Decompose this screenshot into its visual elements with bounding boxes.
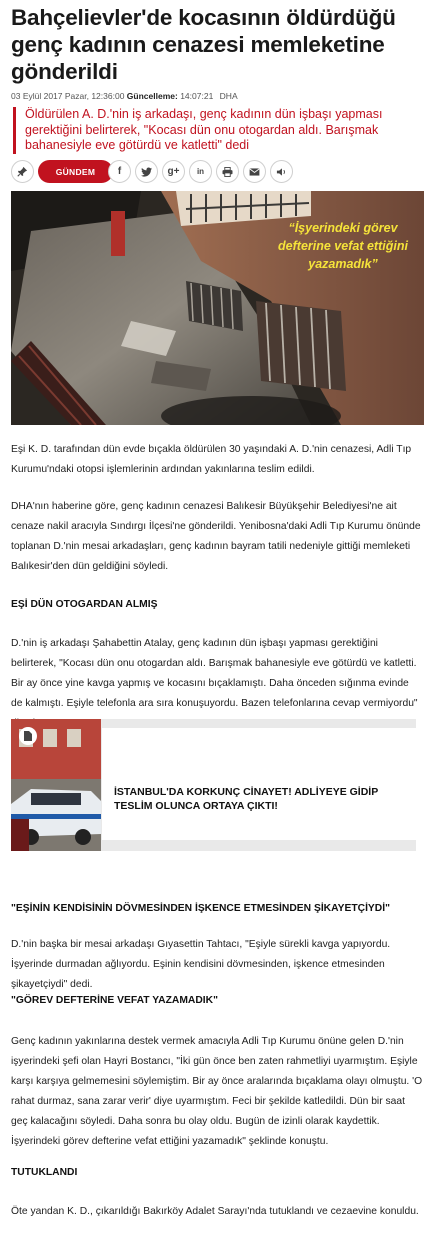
print-icon[interactable] bbox=[216, 160, 239, 183]
article-hero-image bbox=[11, 191, 424, 425]
article-headline: Bahçelievler'de kocasının öldürdüğü genç kadının cenazesi memleketine gönderildi bbox=[11, 5, 396, 84]
category-badge[interactable]: GÜNDEM bbox=[38, 160, 113, 183]
related-news-text-box bbox=[102, 728, 417, 840]
facebook-glyph: f bbox=[117, 166, 122, 177]
subheading: "EŞİNİN KENDİSİNİN DÖVMESİNDEN İŞKENCE ETMESİNDEN ŞİKAYETÇİYDİ" bbox=[11, 903, 390, 914]
updated-label: Güncelleme: bbox=[126, 91, 178, 101]
hero-quote: “İşyerindeki görev defterine vefat ettiğini yazamadık” bbox=[278, 221, 408, 271]
article-meta bbox=[11, 91, 238, 101]
subheading: TUTUKLANDI bbox=[11, 1167, 78, 1178]
linkedin-glyph: in bbox=[196, 167, 205, 176]
linkedin-icon[interactable] bbox=[189, 160, 212, 183]
paragraph: DHA'nın haberine göre, genç kadının cenazesi Balıkesir Büyükşehir Belediyesi'ne ait cenaze nakil aracıyla Sındırgı İlçesi'ne gönderildi. Yenibosna'daki Adli Tıp Kurumu önünde toplanan D.'nin mesai arkadaşları, genç kadının bayram tatili nedeniyle gittiği memleketi Balıkesir'den dün geldiğini söyledi. bbox=[11, 501, 421, 572]
audio-icon[interactable] bbox=[270, 160, 293, 183]
google-plus-icon[interactable] bbox=[162, 160, 185, 183]
publish-date: 03 Eylül 2017 Pazar, 12:36:00 bbox=[11, 91, 125, 101]
google-plus-glyph: g+ bbox=[167, 166, 180, 177]
email-icon[interactable] bbox=[243, 160, 266, 183]
facebook-icon[interactable] bbox=[108, 160, 131, 183]
twitter-icon[interactable] bbox=[135, 160, 158, 183]
related-news-card[interactable] bbox=[11, 719, 416, 851]
subheading: EŞİ DÜN OTOGARDAN ALMIŞ bbox=[11, 599, 158, 610]
related-news-title[interactable]: İSTANBUL'DA KORKUNÇ CİNAYET! ADLİYEYE GİDİP TESLİM OLUNCA ORTAYA ÇIKTI! bbox=[114, 786, 379, 812]
subheading: "GÖREV DEFTERİNE VEFAT YAZAMADIK" bbox=[11, 995, 218, 1006]
paragraph: Öte yandan K. D., çıkarıldığı Bakırköy Adalet Sarayı'nda tutuklandı ve cezaevine konuldu. bbox=[11, 1206, 419, 1217]
paragraph: Genç kadının yakınlarına destek vermek amacıyla Adli Tıp Kurumu önüne gelen D.'nin işyerindeki şefi olan Hayri Bostancı, "İki gün önce ben zaten rahmetliyi uyarmıştım. Eşiyle karşı karşıya gelmemesini söylemiştim. Bir ay önce aralarında bıçaklama olayı olmuştu. 'O rahat durmaz, sana zarar verir' diye uyarmıştım. Feci bir şekilde katledildi. Dün bir saat geç kalacağını söyledi. Daha sonra bu olay oldu. Bugün de izinli olarak kaydettik. İşyerindeki görev defterine vefat ettiğini yazamadık" şeklinde konuştu. bbox=[11, 1036, 423, 1147]
paragraph: D.'nin başka bir mesai arkadaşı Gıyasettin Tahtacı, "Eşiyle sürekli kavga yapıyordu. İşyerinde durmadan ağlıyordu. Eşinin kendisini dövmesinden, işkence etmesinden şikayetçiydi" dedi. bbox=[11, 939, 391, 990]
article-spot: Öldürülen A. D.'nin iş arkadaşı, genç kadının dün işbaşı yapması gerektiğini belirterek, "Kocası dün onu otogardan aldı. Barışmak bahanesiyle eve götürdü ve katletti" dedi bbox=[13, 107, 421, 154]
paragraph: Eşi K. D. tarafından dün evde bıçakla öldürülen 30 yaşındaki A. D.'nin cenazesi, Adli Tıp Kurumu'ndaki otopsi işlemlerinin ardından yakınlarına teslim edildi. bbox=[11, 444, 412, 475]
document-icon bbox=[19, 727, 37, 745]
paragraph: D.'nin iş arkadaşı Şahabettin Atalay, genç kadının dün işbaşı yapması gerektiğini belirterek, "Kocası dün onu otogardan aldı. Barışmak bahanesiyle eve götürdü ve katletti. Bir ay önce yine kavga yapmış ve kocasını bıçaklamıştı. Daha önceden sığınma evinde de kalmıştı. Eşiyle telefonla ara sıra konuşuyordu. Bazen telefonlarına cevap vermiyordu" bbox=[11, 638, 418, 709]
share-toolbar bbox=[11, 160, 431, 184]
updated-time: 14:07:21 bbox=[180, 91, 214, 101]
news-source: DHA bbox=[219, 91, 238, 101]
related-news-image bbox=[11, 719, 101, 851]
pin-icon[interactable] bbox=[11, 160, 34, 183]
